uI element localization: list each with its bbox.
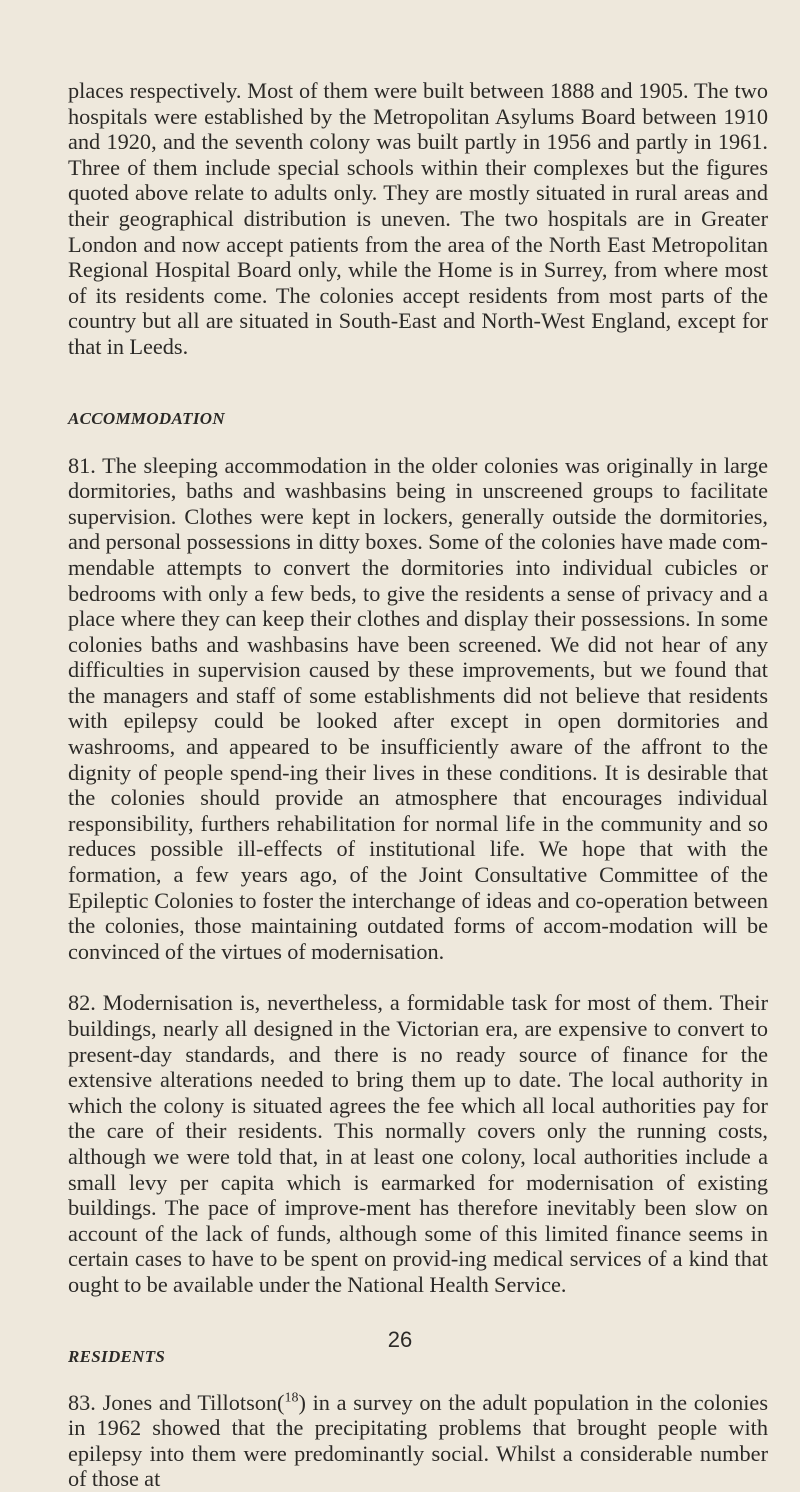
intro-paragraph: places respectively. Most of them were built between 1888 and 1905. The two hospitals were established by the Metropolitan Asylums Board between 1910 and 1920, and the seventh colony was built partly in 1956 and partly in 1961. Three of them include special schools within their complexes but the figures quoted above relate to adults only. They are mostly situated in rural areas and their geographical distribution is uneven. The two hospitals are in Greater London and now accept patients from the area of the North East Metropolitan Regional Hospital Board only, while the Home is in Surrey, from where most of its residents come. The colonies accept residents from most parts of the country but all are situated in South-East and North-West England, except for that in Leeds. bbox=[68, 78, 768, 359]
paragraph-83 bbox=[68, 1390, 768, 1492]
paragraph-81: 81. The sleeping accommodation in the older colonies was originally in large dormitories, baths and washbasins being in unscreened groups to facilitate supervision. Clothes were kept in lockers, generally outside the dormitories, and personal possessions in ditty boxes. Some of the colonies have made com-mendable attempts to convert the dormitories into individual cubicles or bedrooms with only a few beds, to give the residents a sense of privacy and a place where they can keep their clothes and display their possessions. In some colonies baths and washbasins have been screened. We did not hear of any difficulties in supervision caused by these improvements, but we found that the managers and staff of some establishments did not believe that residents with epilepsy could be looked after except in open dormitories and washrooms, and appeared to be insufficiently aware of the affront to the dignity of people spend-ing their lives in these conditions. It is desirable that the colonies should provide an atmosphere that encourages individual responsibility, furthers rehabilitation for normal life in the community and so reduces possible ill-effects of institutional life. We hope that with the formation, a few years ago, of the Joint Consultative Committee of the Epileptic Colonies to foster the interchange of ideas and co-operation between the colonies, those maintaining outdated forms of accom-modation will be convinced of the virtues of modernisation. bbox=[68, 452, 768, 964]
page-number: 26 bbox=[387, 1327, 413, 1352]
paragraph-83-start: 83. Jones and Tillotson( bbox=[68, 1389, 285, 1415]
residents-heading: RESIDENTS bbox=[68, 1346, 166, 1366]
paragraph-82: 82. Modernisation is, nevertheless, a formidable task for most of them. Their buildings, nearly all designed in the Victorian era, are expensive to convert to present-day standards, and there is no ready source of finance for the extensive alterations needed to bring them up to date. The local authority in which the colony is situated agrees the fee which all local authorities pay for the care of their residents. This normally covers only the running costs, although we were told that, in at least one colony, local authorities include a small levy per capita which is earmarked for modernisation of existing buildings. The pace of improve-ment has therefore inevitably been slow on account of the lack of funds, although some of this limited finance seems in certain cases to have to be spent on provid-ing medical services of a kind that ought to be available under the National Health Service. bbox=[68, 990, 768, 1297]
paragraph-83-end: ) in a survey on the adult population in the colonies in 1962 showed that the precipitating problems that brought people with epilepsy into them were predominantly social. Whilst a considerable number of those at bbox=[68, 1389, 768, 1492]
accommodation-heading: ACCOMMODATION bbox=[68, 408, 225, 428]
footnote-reference: 18 bbox=[284, 1390, 299, 1406]
